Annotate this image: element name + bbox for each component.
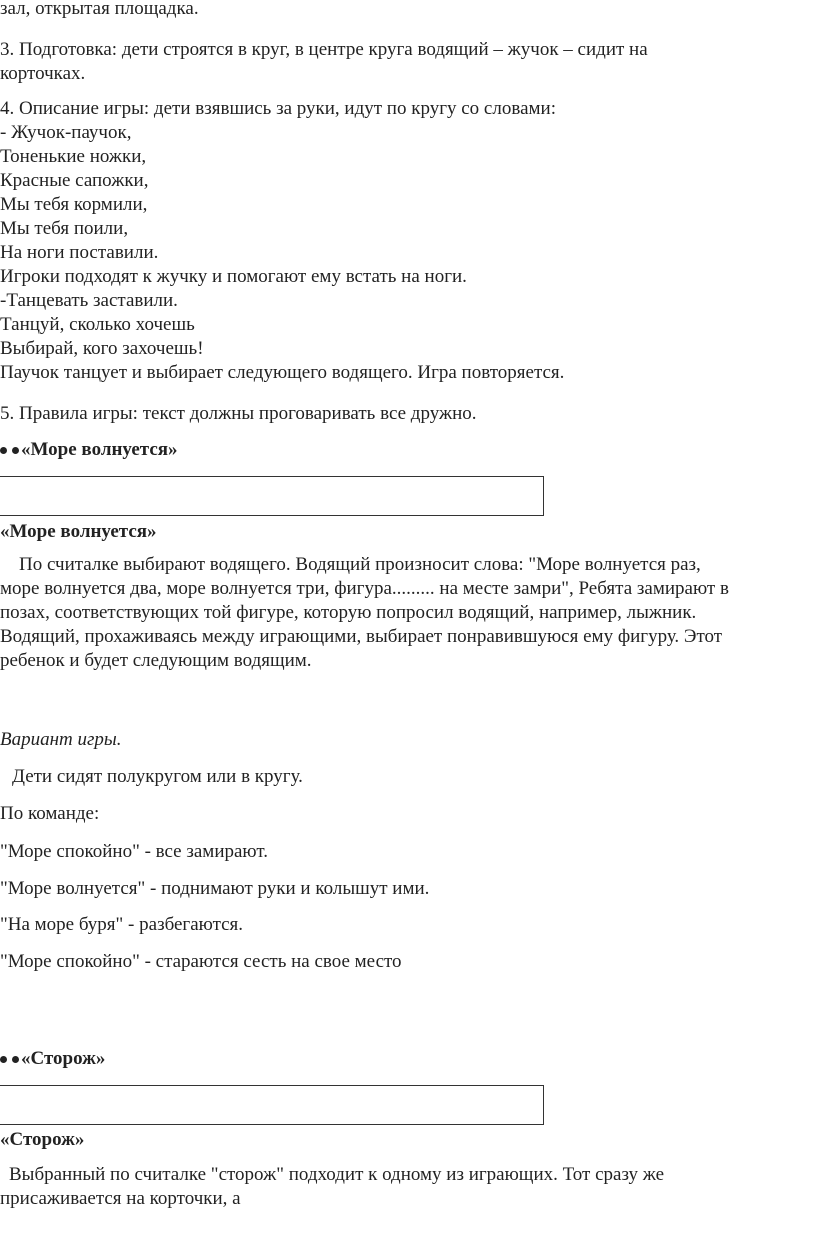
paragraph-line: позах, соответствующих той фигуре, которую попросил водящий, например, лыжник. bbox=[0, 602, 697, 623]
bullet-dot-icon bbox=[12, 447, 19, 454]
step-4-paragraph bbox=[0, 97, 810, 385]
section-heading-guard: «Сторож» bbox=[0, 1129, 85, 1150]
variant-label: Вариант игры. bbox=[0, 729, 122, 750]
step-5-line: 5. Правила игры: текст должны проговаривать все дружно. bbox=[0, 403, 477, 424]
poem-line: На ноги поставили. bbox=[0, 242, 159, 263]
variant-intro: Дети сидят полукругом или в кругу. bbox=[12, 766, 303, 787]
poem-line: Танцуй, сколько хочешь bbox=[0, 314, 195, 335]
step-4-line: Паучок танцует и выбирает следующего водящего. Игра повторяется. bbox=[0, 362, 565, 383]
poem-line: Красные сапожки, bbox=[0, 170, 149, 191]
command-line: "Море спокойно" - все замирают. bbox=[0, 841, 268, 862]
sea-paragraph bbox=[0, 553, 810, 673]
poem-line: Тоненькие ножки, bbox=[0, 146, 147, 167]
paragraph-line: Водящий, прохаживаясь между играющими, выбирает понравившуюся ему фигуру. Этот bbox=[0, 626, 723, 647]
bullet-dot-icon bbox=[0, 1056, 7, 1063]
empty-box bbox=[0, 476, 544, 516]
step-3-line: корточках. bbox=[0, 63, 86, 84]
poem-line: Выбирай, кого захочешь! bbox=[0, 338, 204, 359]
step-4-line: 4. Описание игры: дети взявшись за руки, идут по кругу со словами: bbox=[0, 98, 556, 119]
step-3-paragraph bbox=[0, 38, 810, 86]
poem-line: - Жучок-паучок, bbox=[0, 122, 132, 143]
intro-line: зал, открытая площадка. bbox=[0, 0, 199, 19]
bullet-title-sea bbox=[0, 438, 810, 462]
command-line: "На море буря" - разбегаются. bbox=[0, 914, 244, 935]
paragraph-line: Выбранный по считалке "сторож" подходит к одному из играющих. Тот сразу же bbox=[9, 1164, 665, 1185]
command-line: "Море волнуется" - поднимают руки и колышут ими. bbox=[0, 878, 430, 899]
poem-line: Мы тебя поили, bbox=[0, 218, 129, 239]
step-3-line: 3. Подготовка: дети строятся в круг, в центре круга водящий – жучок – сидит на bbox=[0, 39, 648, 60]
bullet-title-text: «Сторож» bbox=[21, 1048, 106, 1069]
paragraph-line: присаживается на корточки, а bbox=[0, 1188, 241, 1209]
command-line: "Море спокойно" - стараются сесть на свое место bbox=[0, 951, 402, 972]
poem-line: Мы тебя кормили, bbox=[0, 194, 148, 215]
empty-box bbox=[0, 1085, 544, 1125]
guard-paragraph bbox=[0, 1163, 810, 1211]
step-4-line: Игроки подходят к жучку и помогают ему встать на ноги. bbox=[0, 266, 467, 287]
bullet-title-text: «Море волнуется» bbox=[21, 439, 178, 460]
paragraph-line: ребенок и будет следующим водящим. bbox=[0, 650, 312, 671]
paragraph-line: По считалке выбирают водящего. Водящий произносит слова: "Море волнуется раз, bbox=[19, 554, 701, 575]
poem-line: -Танцевать заставили. bbox=[0, 290, 178, 311]
bullet-dot-icon bbox=[12, 1056, 19, 1063]
section-heading-sea: «Море волнуется» bbox=[0, 521, 157, 542]
bullet-title-guard bbox=[0, 1047, 810, 1071]
paragraph-line: море волнуется два, море волнуется три, фигура......... на месте замри", Ребята замирают в bbox=[0, 578, 729, 599]
command-intro: По команде: bbox=[0, 803, 100, 824]
bullet-dot-icon bbox=[0, 447, 7, 454]
